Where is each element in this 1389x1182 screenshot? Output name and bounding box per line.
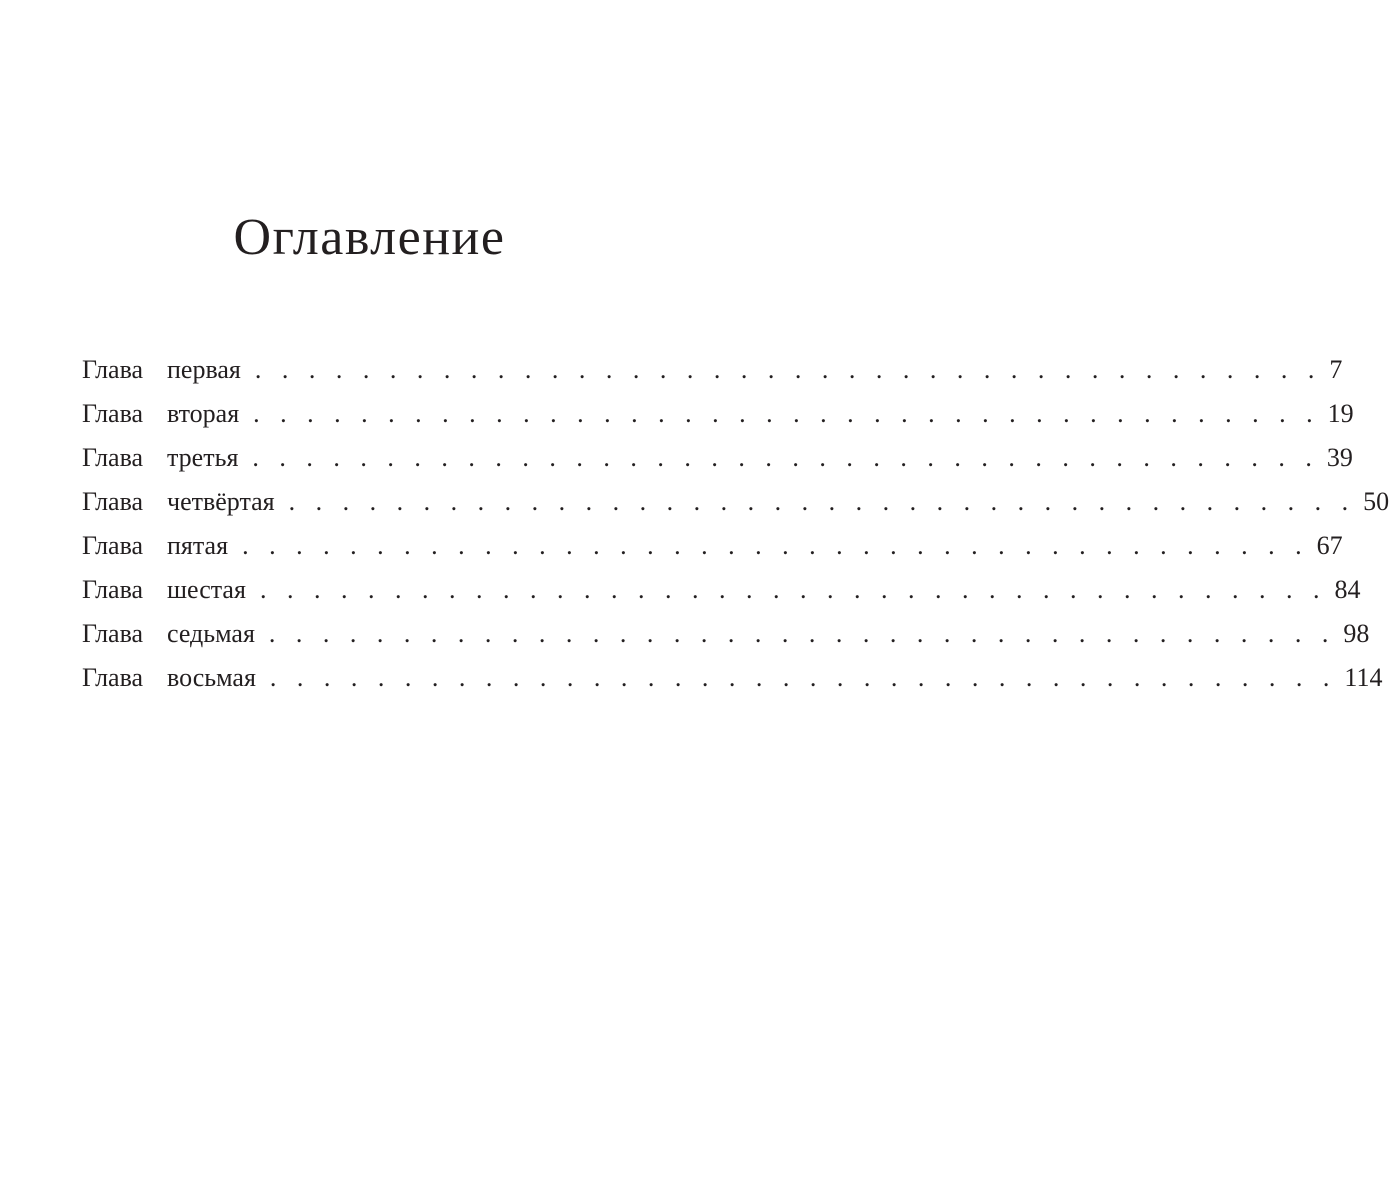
toc-entry[interactable] — [82, 612, 1370, 656]
toc-entry[interactable] — [82, 656, 1383, 700]
toc-entry-page-number: 39 — [1326, 443, 1353, 472]
toc-entry-prefix: Глава — [82, 399, 144, 428]
dot-leader: . . . . . . . . . . . . . . . . . . . . . . . . . . . . . . . . . . . . . . . . — [242, 531, 1309, 560]
toc-entry-prefix: Глава — [82, 531, 144, 560]
dot-leader: . . . . . . . . . . . . . . . . . . . . . . . . . . . . . . . . . . . . . . . . — [254, 355, 1322, 384]
toc-entry-page-number: 7 — [1329, 355, 1343, 384]
toc-entry-prefix: Глава — [82, 355, 144, 384]
toc-entry[interactable] — [82, 348, 1343, 392]
toc-entry-page-number: 98 — [1343, 619, 1370, 648]
dot-leader: . . . . . . . . . . . . . . . . . . . . . . . . . . . . . . . . . . . . . . . . — [268, 619, 1336, 648]
table-of-contents — [82, 348, 1389, 700]
toc-entry[interactable] — [82, 480, 1389, 524]
toc-entry-name: седьмая — [167, 619, 255, 648]
toc-entry[interactable] — [82, 436, 1353, 480]
toc-entry-prefix: Глава — [82, 487, 144, 516]
toc-entry-prefix: Глава — [82, 575, 144, 604]
toc-entry-prefix: Глава — [82, 443, 144, 472]
dot-leader: . . . . . . . . . . . . . . . . . . . . . . . . . . . . . . . . . . . . . . . . — [288, 487, 1356, 516]
toc-entry-name: третья — [167, 443, 239, 472]
dot-leader: . . . . . . . . . . . . . . . . . . . . . . . . . . . . . . . . . . . . . . . . — [269, 663, 1337, 692]
dot-leader: . . . . . . . . . . . . . . . . . . . . . . . . . . . . . . . . . . . . . . . . — [259, 575, 1327, 604]
toc-entry-name: вторая — [167, 399, 240, 428]
toc-entry[interactable] — [82, 392, 1354, 436]
toc-entry-name: четвёртая — [167, 487, 275, 516]
toc-entry-page-number: 50 — [1363, 487, 1389, 516]
toc-entry[interactable] — [82, 568, 1361, 612]
toc-entry-name: пятая — [167, 531, 229, 560]
toc-entry-page-number: 19 — [1327, 399, 1354, 428]
dot-leader: . . . . . . . . . . . . . . . . . . . . . . . . . . . . . . . . . . . . . . . . — [252, 443, 1319, 472]
toc-entry-page-number: 67 — [1316, 531, 1343, 560]
toc-entry-prefix: Глава — [82, 663, 144, 692]
dot-leader: . . . . . . . . . . . . . . . . . . . . . . . . . . . . . . . . . . . . . . . . — [253, 399, 1320, 428]
toc-entry-name: шестая — [167, 575, 246, 604]
toc-entry-name: первая — [167, 355, 241, 384]
toc-entry-page-number: 114 — [1344, 663, 1383, 692]
toc-entry-prefix: Глава — [82, 619, 144, 648]
toc-entry-page-number: 84 — [1334, 575, 1361, 604]
toc-entry-name: восьмая — [167, 663, 256, 692]
toc-entry[interactable] — [82, 524, 1343, 568]
page-title: Оглавление — [233, 209, 506, 266]
